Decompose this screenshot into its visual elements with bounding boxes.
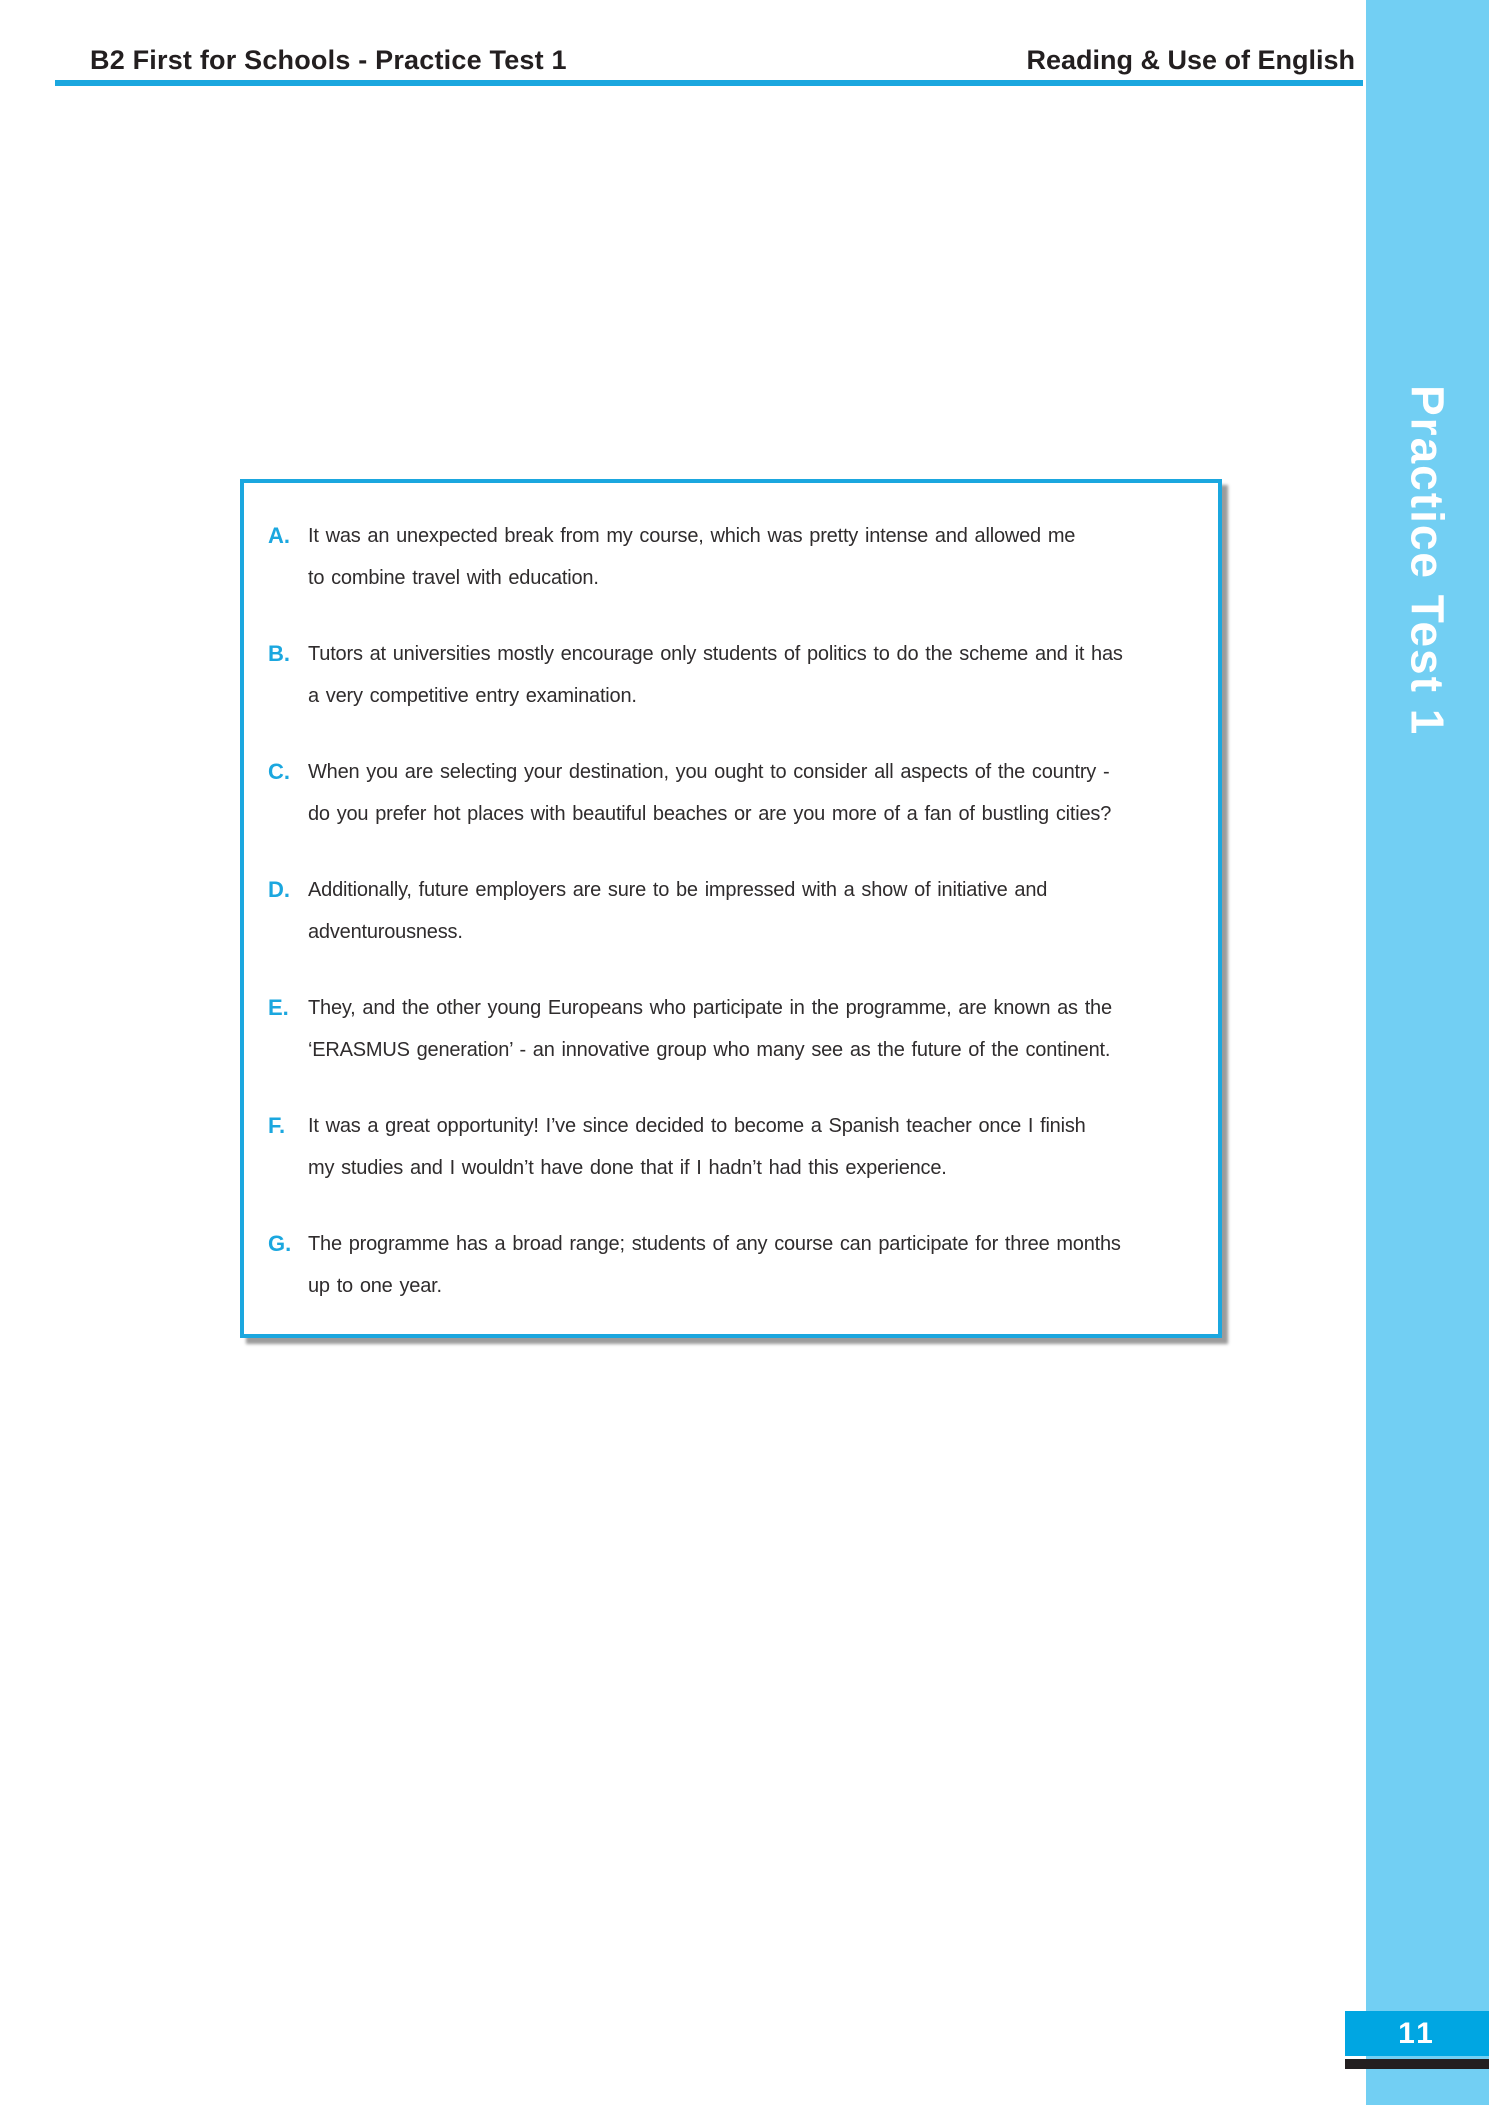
- sidebar-tab: [1366, 385, 1489, 736]
- header-divider-rule: [55, 80, 1363, 86]
- option-text-line: It was an unexpected break from my course, which was pretty intense and allowed me: [308, 525, 1076, 547]
- footer-bar: [1345, 2059, 1489, 2069]
- option-text: [308, 869, 1198, 953]
- option-letter: F.: [268, 1113, 286, 1138]
- option-text: [308, 515, 1198, 599]
- sidebar-tab-label: Practice Test 1: [1401, 385, 1454, 737]
- option-item: [268, 633, 1198, 717]
- option-text-line: The programme has a broad range; students of any course can participate for three months: [308, 1233, 1121, 1255]
- option-text: [308, 1223, 1198, 1307]
- option-letter: G.: [268, 1231, 292, 1256]
- option-letter: E.: [268, 995, 289, 1020]
- option-text: [308, 633, 1198, 717]
- page-number: 11: [1398, 2016, 1436, 2050]
- option-item: [268, 515, 1198, 599]
- option-text-line: Tutors at universities mostly encourage only students of politics to do the scheme and it has: [308, 643, 1123, 665]
- option-text-line: adventurousness.: [308, 921, 463, 943]
- option-text-line: a very competitive entry examination.: [308, 685, 637, 707]
- option-item: [268, 1105, 1198, 1189]
- option-letter: A.: [268, 523, 290, 548]
- option-letter: B.: [268, 641, 290, 666]
- sidebar-band: [1366, 0, 1489, 2105]
- option-text: [308, 987, 1198, 1071]
- option-text-line: ‘ERASMUS generation’ - an innovative group who many see as the future of the continent.: [308, 1039, 1111, 1061]
- option-item: [268, 987, 1198, 1071]
- option-text-line: Additionally, future employers are sure to be impressed with a show of initiative and: [308, 879, 1048, 901]
- option-letter: C.: [268, 759, 290, 784]
- option-text-line: my studies and I wouldn’t have done that if I hadn’t had this experience.: [308, 1157, 947, 1179]
- header-right-title: Reading & Use of English: [1026, 45, 1355, 75]
- options-box: [240, 479, 1222, 1338]
- option-text-line: do you prefer hot places with beautiful beaches or are you more of a fan of bustling cities?: [308, 803, 1112, 825]
- option-letter: D.: [268, 877, 290, 902]
- option-item: [268, 1223, 1198, 1307]
- option-item: [268, 869, 1198, 953]
- header-left-title: B2 First for Schools - Practice Test 1: [90, 45, 567, 75]
- option-text-line: It was a great opportunity! I’ve since decided to become a Spanish teacher once I finish: [308, 1115, 1086, 1137]
- page-number-box: [1345, 2011, 1489, 2056]
- option-text-line: up to one year.: [308, 1275, 442, 1297]
- option-text-line: When you are selecting your destination, you ought to consider all aspects of the country -: [308, 761, 1110, 783]
- option-text: [308, 1105, 1198, 1189]
- option-text: [308, 751, 1198, 835]
- option-text-line: They, and the other young Europeans who participate in the programme, are known as the: [308, 997, 1112, 1019]
- option-item: [268, 751, 1198, 835]
- option-text-line: to combine travel with education.: [308, 567, 599, 589]
